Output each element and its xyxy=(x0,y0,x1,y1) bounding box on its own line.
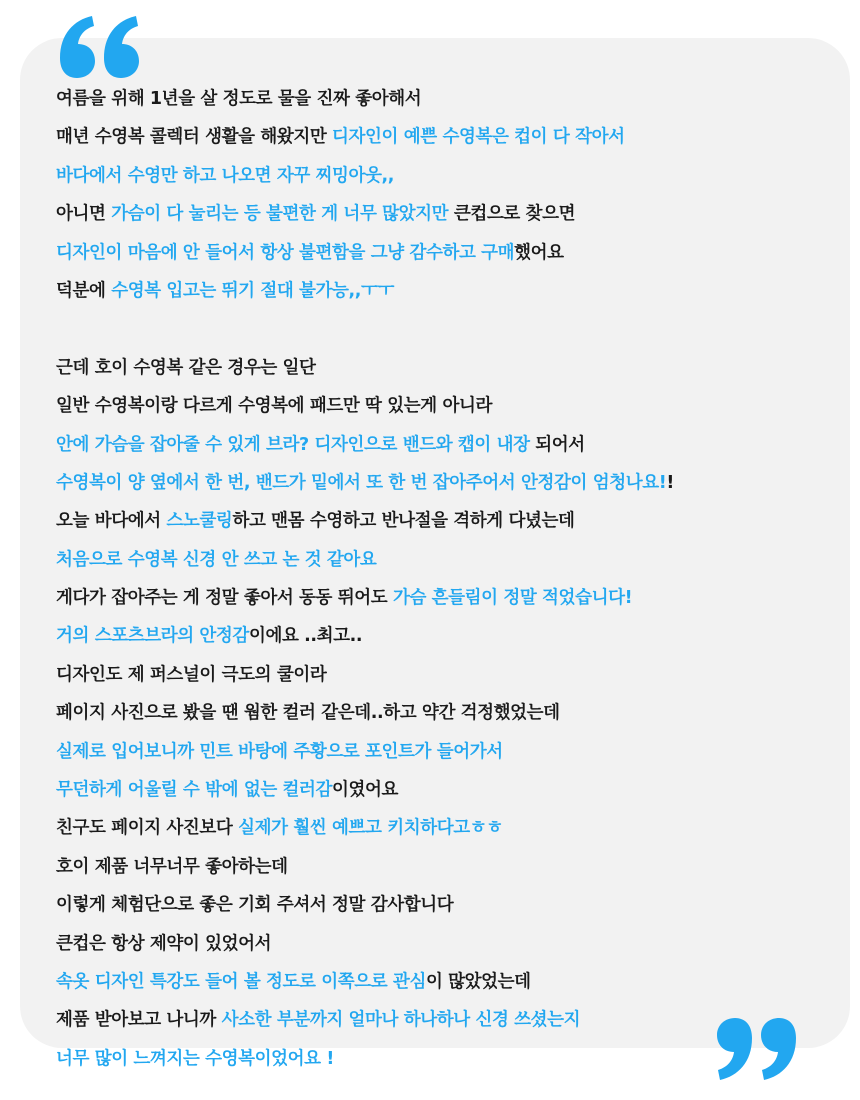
body-text: 오늘 바다에서 xyxy=(56,511,167,532)
body-text: ! xyxy=(666,472,674,493)
body-text: 근데 호이 수영복 같은 경우는 일단 xyxy=(56,357,316,378)
text-line xyxy=(56,733,836,771)
highlighted-text: 무던하게 어울릴 수 밖에 없는 컬러감 xyxy=(56,780,333,801)
close-quote-icon xyxy=(712,1016,804,1082)
text-line xyxy=(56,771,836,809)
body-text: 호이 제품 너무너무 좋아하는데 xyxy=(56,856,288,877)
body-text: 일반 수영복이랑 다르게 수영복에 패드만 딱 있는게 아니라 xyxy=(56,396,492,417)
body-text: 큰컵은 항상 제약이 있었어서 xyxy=(56,933,272,954)
highlighted-text: 바다에서 수영만 하고 나오면 자꾸 찌밍아웃,, xyxy=(56,165,395,186)
text-line xyxy=(56,272,836,310)
body-text: 이에요 ..최고.. xyxy=(248,626,363,647)
highlighted-text: 실제로 입어보니까 민트 바탕에 주황으로 포인트가 들어가서 xyxy=(56,741,503,762)
body-text: 하고 맨몸 수영하고 반나절을 격하게 다녔는데 xyxy=(232,511,575,532)
text-line xyxy=(56,157,836,195)
highlighted-text: 디자인이 예쁜 수영복은 컵이 다 작아서 xyxy=(332,127,625,148)
highlighted-text: 실제가 훨씬 예쁘고 키치하다고ㅎㅎ xyxy=(238,818,503,839)
text-line xyxy=(56,118,836,156)
highlighted-text: 속옷 디자인 특강도 들어 볼 정도로 이쪽으로 관심 xyxy=(56,971,426,992)
body-text: 페이지 사진으로 봤을 땐 웜한 컬러 같은데..하고 약간 걱정했었는데 xyxy=(56,703,560,724)
body-text: 디자인도 제 퍼스널이 극도의 쿨이라 xyxy=(56,664,327,685)
highlighted-text: 수영복이 양 옆에서 한 번, 밴드가 밑에서 또 한 번 잡아주어서 안정감이 엄청나요! xyxy=(56,472,667,493)
text-line xyxy=(56,502,836,540)
body-text: 했어요 xyxy=(514,242,564,263)
open-quote-icon xyxy=(52,14,144,80)
text-line xyxy=(56,617,836,655)
highlighted-text: 스노쿨링 xyxy=(166,511,233,532)
body-text: 덕분에 xyxy=(56,280,112,301)
body-text: 게다가 잡아주는 게 정말 좋아서 동동 뛰어도 xyxy=(56,588,393,609)
body-text: 이 많았었는데 xyxy=(425,971,531,992)
text-line xyxy=(56,234,836,272)
text-line xyxy=(56,656,836,694)
text-line xyxy=(56,579,836,617)
text-line xyxy=(56,80,836,118)
body-text: 매년 수영복 콜렉터 생활을 해왔지만 xyxy=(56,127,333,148)
highlighted-text: 거의 스포츠브라의 안정감 xyxy=(56,626,249,647)
text-line xyxy=(56,848,836,886)
highlighted-text: 너무 많이 느껴지는 수영복이었어요 ! xyxy=(56,1048,334,1069)
highlighted-text: 수영복 입고는 뛰기 절대 불가능,,ㅜㅜ xyxy=(111,280,395,301)
text-line xyxy=(56,809,836,847)
review-text xyxy=(56,80,836,1078)
highlighted-text: 디자인이 마음에 안 들어서 항상 불편함을 그냥 감수하고 구매 xyxy=(56,242,515,263)
highlighted-text: 사소한 부분까지 얼마나 하나하나 신경 쓰셨는지 xyxy=(221,1010,581,1031)
text-line xyxy=(56,963,836,1001)
text-line xyxy=(56,886,836,924)
text-line xyxy=(56,541,836,579)
body-text: 이였어요 xyxy=(332,780,399,801)
text-line xyxy=(56,387,836,425)
body-text: 친구도 페이지 사진보다 xyxy=(56,818,239,839)
body-text: 되어서 xyxy=(529,434,585,455)
text-line xyxy=(56,426,836,464)
highlighted-text: 가슴 흔들림이 정말 적었습니다! xyxy=(392,588,633,609)
text-line xyxy=(56,925,836,963)
highlighted-text: 처음으로 수영복 신경 안 쓰고 논 것 같아요 xyxy=(56,549,377,570)
body-text: 이렇게 체험단으로 좋은 기회 주셔서 정말 감사합니다 xyxy=(56,895,454,916)
body-text: 여름을 위해 1년을 살 정도로 물을 진짜 좋아해서 xyxy=(56,89,422,109)
text-line xyxy=(56,310,836,348)
text-line xyxy=(56,195,836,233)
highlighted-text: 안에 가슴을 잡아줄 수 있게 브라? 디자인으로 밴드와 캡이 내장 xyxy=(56,434,530,455)
text-line xyxy=(56,349,836,387)
body-text: 아니면 xyxy=(56,204,112,225)
text-line xyxy=(56,694,836,732)
body-text: 제품 받아보고 나니까 xyxy=(56,1010,222,1031)
highlighted-text: 가슴이 다 눌리는 등 불편한 게 너무 많았지만 xyxy=(111,204,449,225)
text-line xyxy=(56,464,836,502)
body-text: 큰컵으로 찾으면 xyxy=(448,204,576,225)
